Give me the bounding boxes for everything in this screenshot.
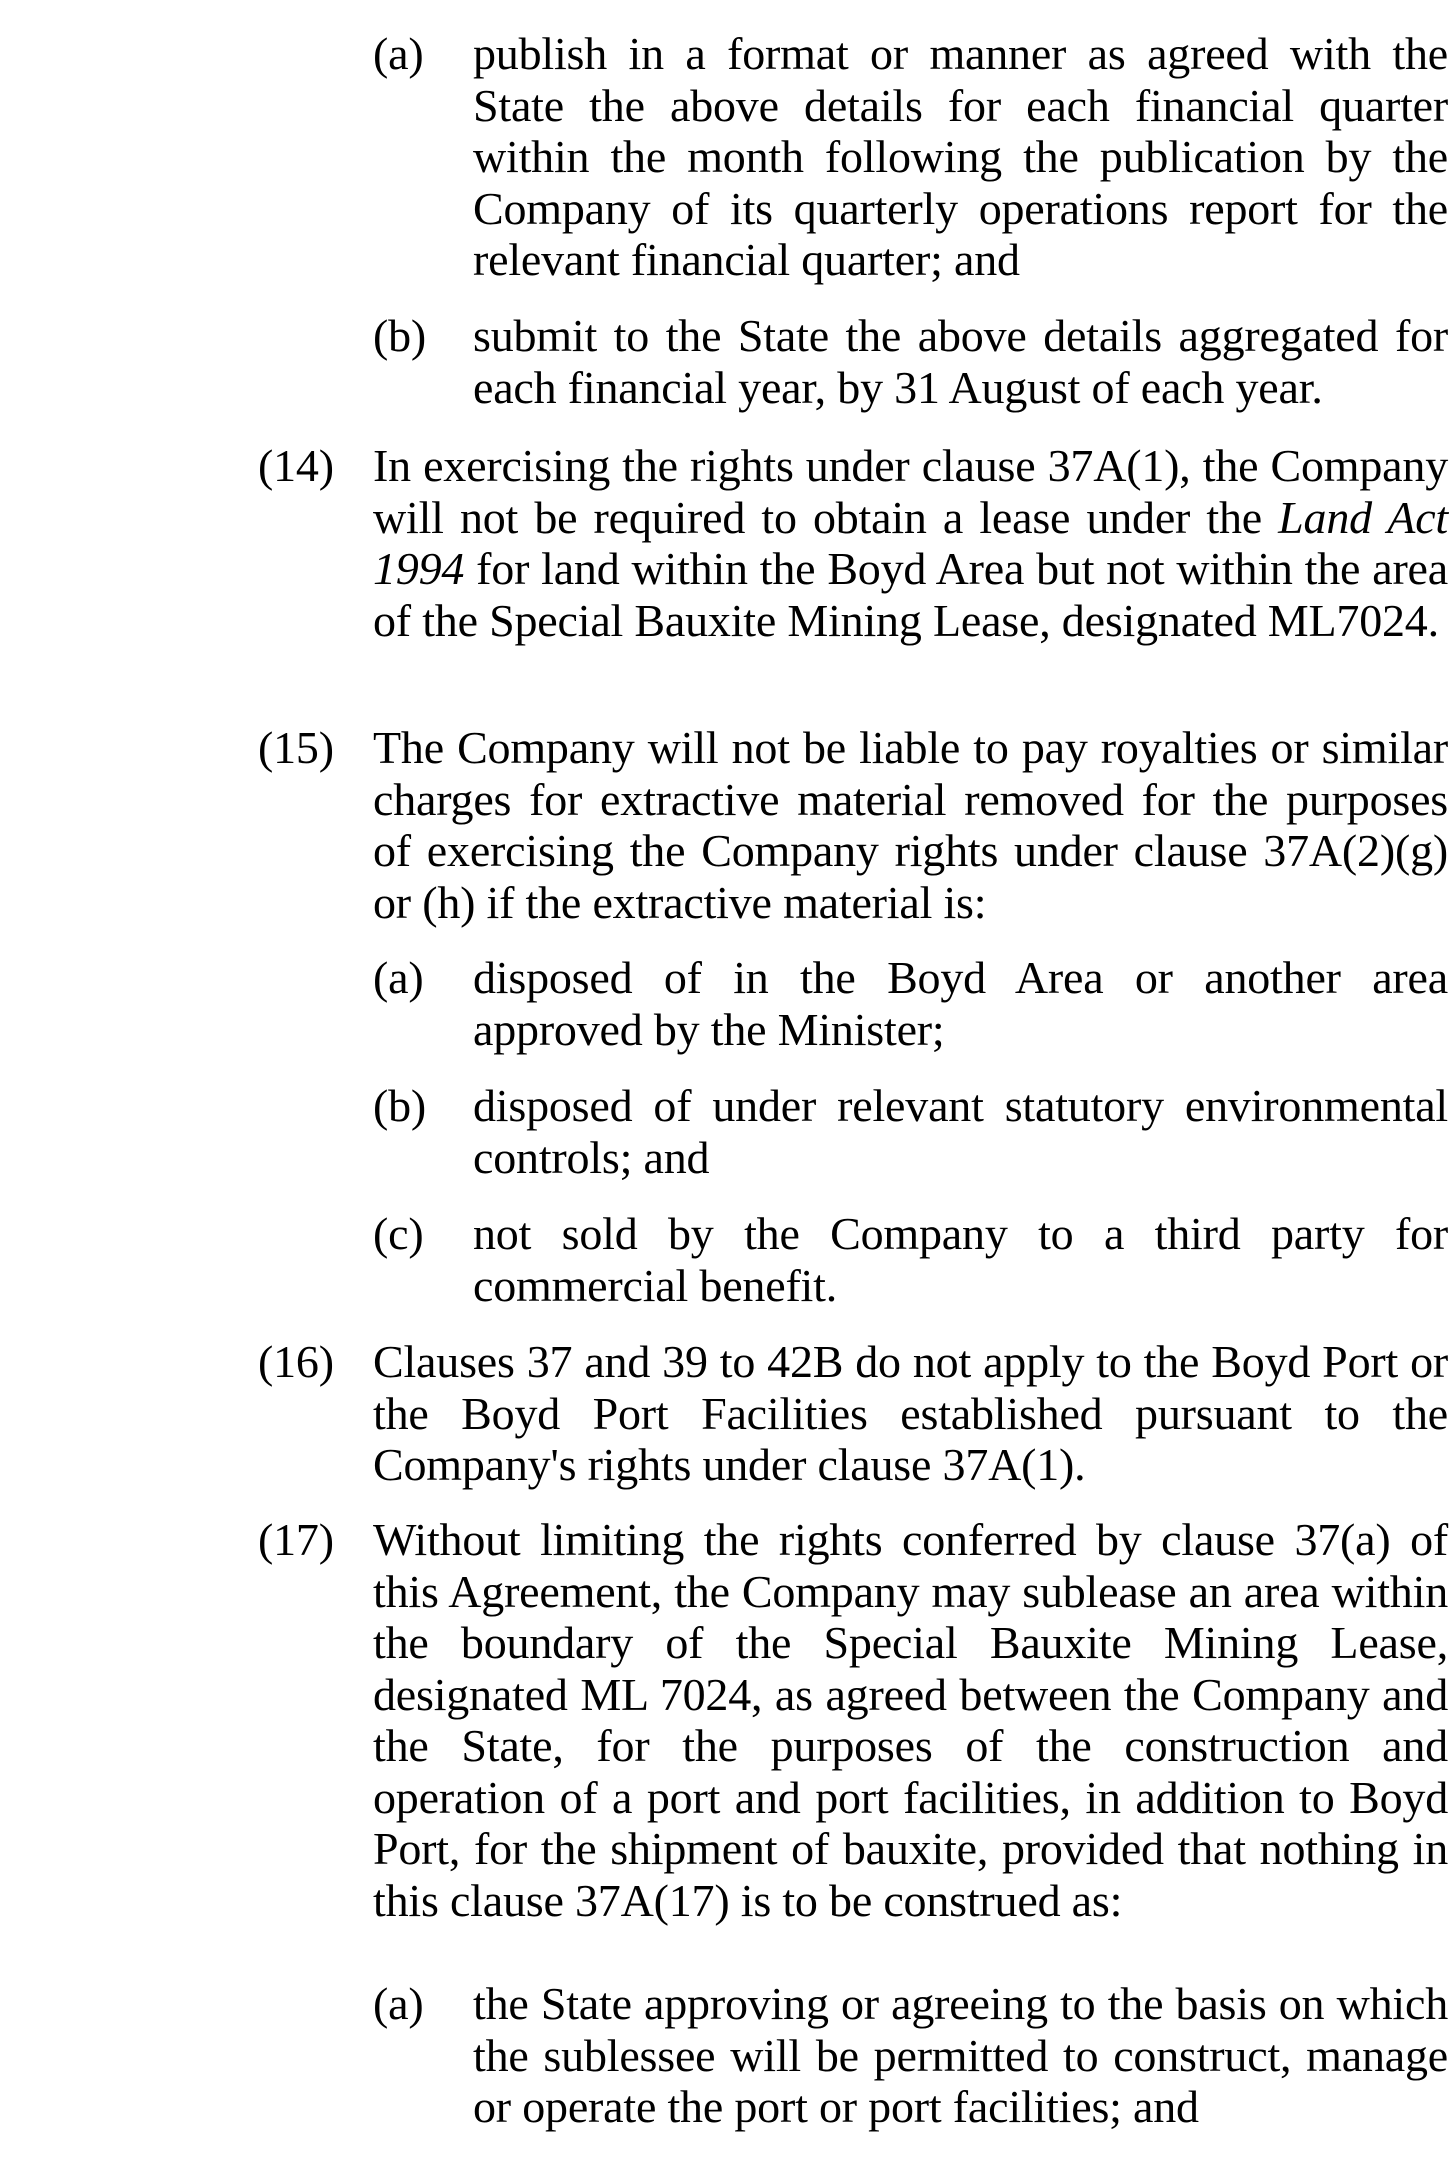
- clause-label: (b): [373, 1080, 427, 1131]
- clause-label: (14): [258, 440, 334, 491]
- clause-label: (16): [258, 1336, 334, 1387]
- clause-text: submit to the State the above details aggregated for each financial year, by 31 August of each year.: [473, 310, 1448, 413]
- clause-text-part: for land within the Boyd Area but not within the area of the Special Bauxite Mining Lease, designated ML7024.: [373, 543, 1448, 646]
- clause-text-part: In exercising the rights under clause 37A(1), the Company will not be required to obtain a lease under the: [373, 440, 1448, 543]
- clause-text: disposed of in the Boyd Area or another area approved by the Minister;: [473, 952, 1448, 1055]
- clause-label: (17): [258, 1514, 334, 1565]
- clause-label: (c): [373, 1208, 424, 1259]
- clause-text: Clauses 37 and 39 to 42B do not apply to the Boyd Port or the Boyd Port Facilities established pursuant to the Company's rights under clause 37A(1).: [373, 1336, 1448, 1490]
- clause-text: the State approving or agreeing to the basis on which the sublessee will be permitted to construct, manage or operate the port or port facilities; and: [473, 1978, 1448, 2132]
- act-title: Land Act 1994: [373, 491, 1448, 594]
- clause-label: (a): [373, 952, 424, 1003]
- clause-label: (a): [373, 28, 424, 79]
- clause-text: not sold by the Company to a third party for commercial benefit.: [473, 1208, 1448, 1311]
- clause-label: (a): [373, 1978, 424, 2029]
- clause-text: [373, 440, 1448, 646]
- clause-text: Without limiting the rights conferred by clause 37(a) of this Agreement, the Company may sublease an area within the boundary of the Special Bauxite Mining Lease, designated ML 7024, as agreed between the Company and the State, for the purposes of the construction and operation of a port and port facilities, in addition to Boyd Port, for the shipment of bauxite, provided that nothing in this clause 37A(17) is to be construed as:: [373, 1514, 1448, 1926]
- clause-label: (15): [258, 722, 334, 773]
- clause-label: (b): [373, 310, 427, 361]
- clause-text: The Company will not be liable to pay royalties or similar charges for extractive material removed for the purposes of exercising the Company rights under clause 37A(2)(g) or (h) if the extractive material is:: [373, 722, 1448, 928]
- clause-text: disposed of under relevant statutory environmental controls; and: [473, 1080, 1448, 1183]
- clause-text: publish in a format or manner as agreed with the State the above details for each financial quarter within the month following the publication by the Company of its quarterly operations report for the relevant financial quarter; and: [473, 28, 1448, 285]
